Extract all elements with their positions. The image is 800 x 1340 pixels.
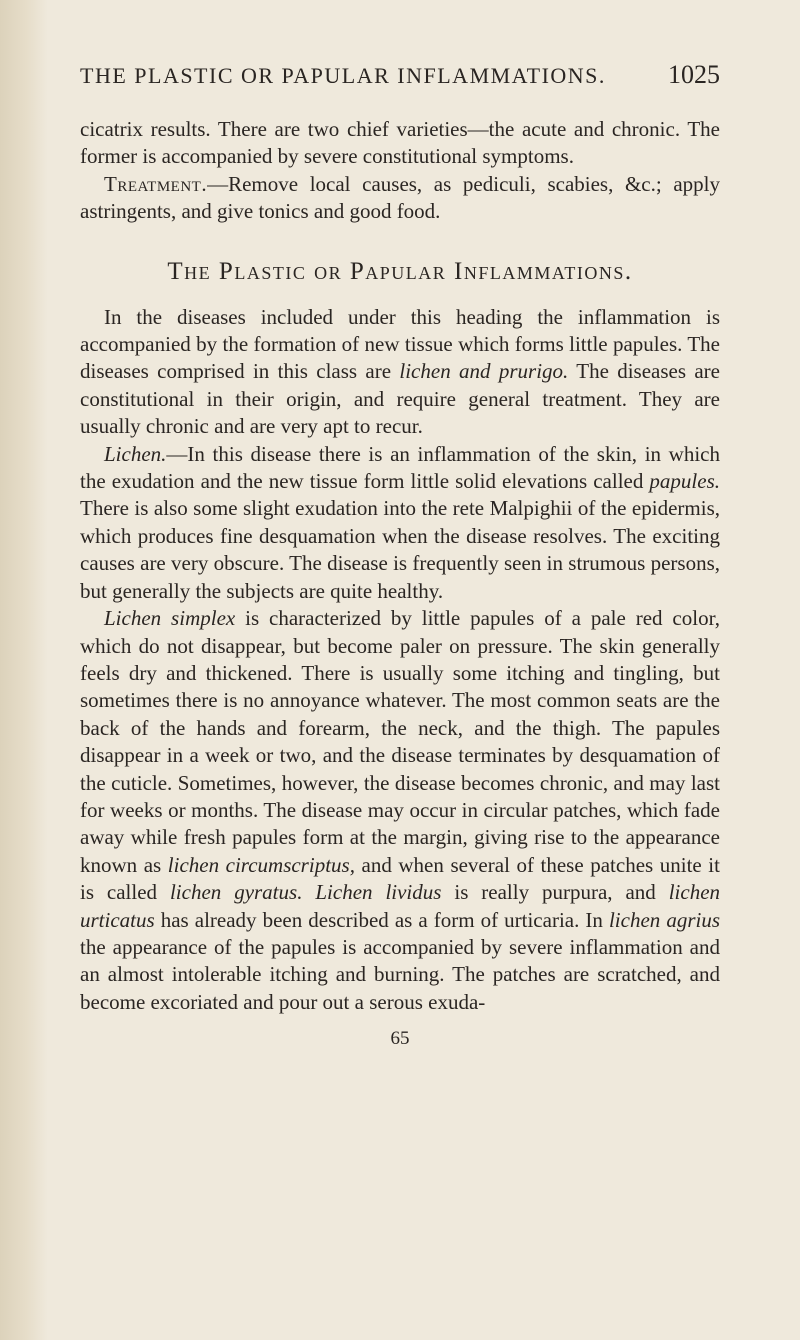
- paragraph-lichen: [80, 441, 720, 605]
- simplex-italic-lividus: Lichen lividus: [315, 880, 442, 905]
- lichen-text-1: —In this disease there is an inflammation of the skin, in which the exudation and the new tissue form little solid elevations called: [80, 441, 720, 494]
- lichen-text-2: There is also some slight exudation into the rete Malpighii of the epidermis, which produces fine desquamation when the disease resolves. The exciting causes are very obscure. The disease is frequently seen in strumous persons, but generally the subjects are quite healthy.: [80, 496, 720, 603]
- paragraph-cicatrix: [80, 116, 720, 171]
- paragraph-intro: [80, 304, 720, 441]
- page-gutter-shadow: [0, 0, 48, 1340]
- simplex-text-4: is really purpura, and: [441, 880, 669, 905]
- simplex-text-2: and when several of these patches unite it is called: [80, 852, 720, 905]
- paragraph-text: —Remove local causes, as pediculi, scabies, &c.; apply astringents, and give tonics and good food.: [80, 171, 720, 224]
- simplex-text-5: has already been described as a form of urticaria. In: [154, 907, 609, 932]
- simplex-lead: Lichen simplex: [104, 606, 236, 631]
- running-head: [80, 60, 720, 90]
- lichen-lead: Lichen.: [104, 441, 167, 466]
- paragraph-treatment: [80, 171, 720, 226]
- simplex-italic-gyratus: lichen gyratus.: [169, 880, 303, 905]
- page-number: 1025: [668, 60, 720, 89]
- section-heading: The Plastic or Papular Inflammations.: [167, 257, 633, 285]
- treatment-lead: Treatment.: [104, 171, 208, 196]
- simplex-text-1: is characterized by little papules of a pale red color, which do not disappear, but become paler on pressure. The skin generally feels dry and thickened. There is usually some itching and tingling, but sometimes there is no annoyance whatever. The most common seats are the back of the hands and forearm, the neck, and the thigh. The papules disappear in a week or two, and the disease terminates by desquamation of the cuticle. Sometimes, however, the disease becomes chronic, and may last for weeks or months. The disease may occur in circular patches, which fade away while fresh papules form at the margin, giving rise to the appearance known as: [80, 606, 720, 877]
- simplex-text-3: [302, 880, 315, 904]
- simplex-text-6: the appearance of the papules is accompanied by severe inflammation and an almost intolerable itching and burning. The patches are scratched, and become excoriated and pour out a serous exuda-: [80, 934, 720, 1014]
- lichen-italic-papules: papules.: [649, 469, 720, 494]
- book-page: [80, 60, 720, 1050]
- simplex-italic-urticatus: lichen urticatus: [80, 880, 721, 932]
- paragraph-lichen-simplex: [80, 605, 720, 1016]
- paragraph-text: cicatrix results. There are two chief varieties—the acute and chronic. The former is accompanied by severe constitutional symptoms.: [80, 117, 720, 169]
- simplex-italic-circumscriptus: lichen circumscriptus,: [167, 852, 355, 877]
- intro-text-2: The diseases are constitutional in their origin, and require general treatment. They are usually chronic and are very apt to recur.: [80, 359, 720, 439]
- intro-italic-terms: lichen and prurigo.: [399, 359, 569, 384]
- folio-signature: 65: [390, 1028, 410, 1050]
- intro-text-1: In the diseases included under this heading the inflammation is accompanied by the formation of new tissue which forms little papules. The diseases comprised in this class are: [80, 304, 720, 384]
- running-head-title: THE PLASTIC OR PAPULAR INFLAMMATIONS.: [80, 63, 606, 88]
- simplex-italic-agrius: lichen agrius: [608, 907, 720, 932]
